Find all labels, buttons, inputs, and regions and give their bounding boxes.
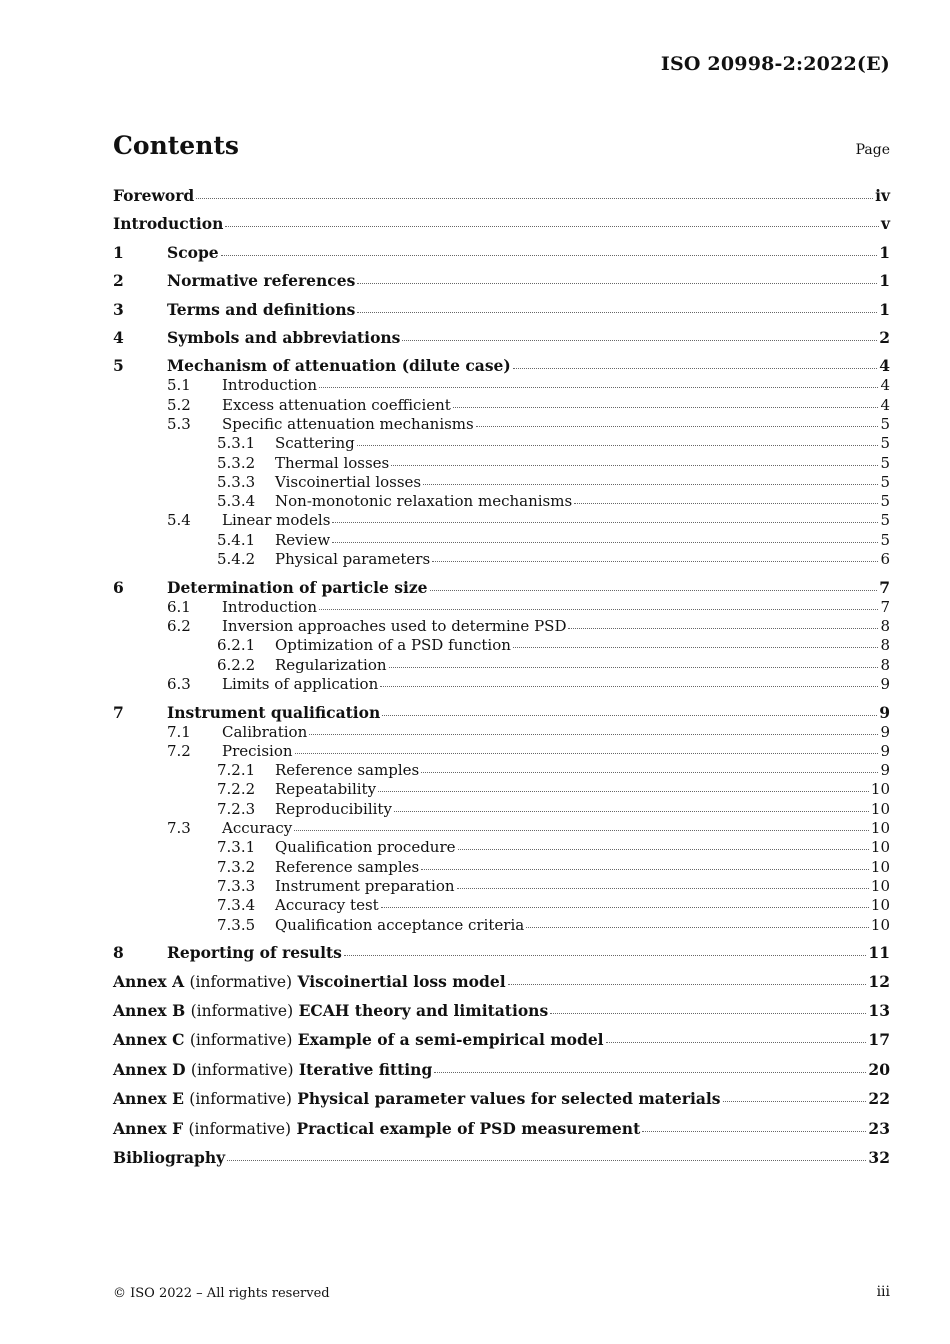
toc-entry-number: 7.3.5 xyxy=(217,915,256,934)
dot-leader xyxy=(319,608,878,610)
toc-entry-page: 8 xyxy=(880,617,890,635)
toc-entry[interactable] xyxy=(113,819,890,838)
toc-entry-number: 6.1 xyxy=(167,597,191,616)
toc-entry-page: 17 xyxy=(868,1030,890,1050)
toc-entry-number: 5.3 xyxy=(167,414,191,433)
toc-entry-page: 2 xyxy=(879,327,890,347)
toc-entry-page: 12 xyxy=(868,971,890,991)
toc-entry[interactable] xyxy=(113,780,890,799)
dot-leader xyxy=(357,444,879,446)
toc-entry[interactable] xyxy=(113,454,890,473)
toc-entry-page: 1 xyxy=(879,242,890,262)
toc-entry-number: 6 xyxy=(113,577,124,597)
toc-entry-title: Limits of application xyxy=(222,674,379,693)
toc-entry-page: v xyxy=(880,214,890,234)
dot-leader xyxy=(319,386,878,388)
annex-note: (informative) xyxy=(190,1060,294,1079)
toc-entry-number: 6.2.1 xyxy=(217,636,256,655)
dot-leader xyxy=(513,367,877,369)
toc-entry-number: 6.2.2 xyxy=(217,655,256,674)
toc-entry[interactable] xyxy=(113,327,890,348)
toc-entry[interactable] xyxy=(113,355,890,376)
dot-leader xyxy=(606,1041,867,1043)
toc-entry[interactable] xyxy=(113,877,890,896)
toc-entry[interactable] xyxy=(113,971,890,993)
toc-entry-number: 6.3 xyxy=(167,674,191,693)
dot-leader xyxy=(357,282,877,284)
annex-label: Annex C xyxy=(113,1030,185,1050)
dot-leader xyxy=(458,848,869,850)
toc-entry-title: Reporting of results xyxy=(167,943,342,963)
toc-entry-title: Accuracy xyxy=(222,819,293,838)
toc-entry-title: Precision xyxy=(222,741,293,760)
toc-entry-title: Viscoinertial losses xyxy=(275,472,422,491)
dot-leader xyxy=(389,666,879,668)
toc-entry-title: Reference samples xyxy=(275,857,420,876)
annex-title: Practical example of PSD measurement xyxy=(296,1118,641,1138)
dot-leader xyxy=(402,339,877,341)
toc-entry-title: Foreword xyxy=(113,186,195,205)
toc-entry-title: Terms and definitions xyxy=(167,299,356,319)
toc-entry[interactable] xyxy=(113,761,890,780)
toc-entry[interactable] xyxy=(113,1147,890,1168)
annex-label: Annex A xyxy=(113,971,185,991)
toc-entry[interactable] xyxy=(113,916,890,935)
toc-entry[interactable] xyxy=(113,242,890,263)
toc-entry-number: 5.3.3 xyxy=(217,472,256,491)
toc-entry[interactable] xyxy=(113,723,890,742)
dot-leader xyxy=(382,714,877,716)
toc-entry-page: 5 xyxy=(880,414,890,433)
dot-leader xyxy=(574,502,878,504)
dot-leader xyxy=(295,752,879,754)
toc-entry-page: 11 xyxy=(868,943,890,963)
dot-leader xyxy=(432,560,878,562)
toc-entry-title: Accuracy test xyxy=(275,896,379,915)
dot-leader xyxy=(357,311,877,313)
toc-entry-page: 9 xyxy=(880,741,890,760)
toc-entry-title: Physical parameters xyxy=(275,550,431,569)
toc-entry[interactable] xyxy=(113,550,890,569)
toc-entry-title: Introduction xyxy=(222,597,317,616)
toc-entry[interactable] xyxy=(113,1000,890,1022)
annex-note: (informative) xyxy=(188,1119,292,1138)
toc-entry[interactable] xyxy=(113,434,890,453)
dot-leader xyxy=(550,1012,866,1014)
toc-entry-page: 13 xyxy=(868,1001,890,1021)
annex-note: (informative) xyxy=(189,972,293,991)
toc-entry[interactable] xyxy=(113,299,890,320)
toc-entry-title: Qualification procedure xyxy=(275,838,456,857)
toc-entry-page: 7 xyxy=(879,577,890,597)
toc-entry-page: 10 xyxy=(870,915,890,934)
toc-entry-title xyxy=(113,1029,604,1051)
dot-leader xyxy=(294,829,869,831)
toc-entry-number: 2 xyxy=(113,271,124,291)
toc-entry-title: Introduction xyxy=(222,376,317,395)
toc-entry-title: Review xyxy=(275,530,331,549)
page-title: Contents xyxy=(113,131,240,160)
dot-leader xyxy=(332,521,878,523)
toc-entry[interactable] xyxy=(113,1059,890,1081)
toc-entry-title: Repeatability xyxy=(275,780,377,799)
toc-entry-title: Scattering xyxy=(275,434,355,453)
dot-leader xyxy=(394,810,869,812)
toc-entry-title: Excess attenuation coefficient xyxy=(222,395,451,414)
toc-entry[interactable] xyxy=(113,838,890,857)
toc-entry-title xyxy=(113,1088,721,1110)
toc-entry[interactable] xyxy=(113,577,890,598)
dot-leader xyxy=(344,954,867,956)
toc-entry-page: 20 xyxy=(868,1059,890,1079)
toc-entry-page: 1 xyxy=(879,271,890,291)
toc-entry-number: 7.2.3 xyxy=(217,799,256,818)
toc-entry[interactable] xyxy=(113,636,890,655)
dot-leader xyxy=(221,254,878,256)
dot-leader xyxy=(430,589,878,591)
toc-entry[interactable] xyxy=(113,511,890,530)
toc-entry-number: 7.2.2 xyxy=(217,780,256,799)
toc-entry-title: Normative references xyxy=(167,271,356,291)
annex-label: Annex F xyxy=(113,1118,184,1138)
toc-entry-title: Mechanism of attenuation (dilute case) xyxy=(167,356,511,376)
toc-entry[interactable] xyxy=(113,1118,890,1140)
toc-entry-title: Reproducibility xyxy=(275,799,392,818)
toc-entry-page: 5 xyxy=(880,434,890,453)
toc-entry-page: 9 xyxy=(879,702,890,722)
dot-leader xyxy=(421,771,878,773)
toc-entry-number: 7.3.2 xyxy=(217,857,256,876)
toc-entry[interactable] xyxy=(113,675,890,694)
toc-entry-title: Calibration xyxy=(222,722,308,741)
toc-entry-number: 7.3.1 xyxy=(217,838,256,857)
annex-title: Physical parameter values for selected materials xyxy=(297,1089,721,1109)
annex-title: ECAH theory and limitations xyxy=(298,1001,549,1021)
toc-entry-page: 4 xyxy=(880,395,890,414)
page-column-label: Page xyxy=(855,142,890,158)
toc-entry-number: 3 xyxy=(113,299,124,319)
toc-entry-number: 7.1 xyxy=(167,722,191,741)
toc-entry[interactable] xyxy=(113,702,890,723)
toc-entry[interactable] xyxy=(113,492,890,511)
toc-entry-page: 32 xyxy=(868,1147,890,1167)
toc-entry-title: Qualification acceptance criteria xyxy=(275,915,525,934)
toc-entry-title: Linear models xyxy=(222,511,331,530)
toc-entry-page: 9 xyxy=(880,674,890,693)
toc-entry-number: 6.2 xyxy=(167,617,191,635)
document-id: ISO 20998-2:2022(E) xyxy=(660,53,890,75)
toc-entry-title xyxy=(113,1000,548,1022)
toc-entry-title xyxy=(113,1118,640,1140)
dot-leader xyxy=(421,868,869,870)
toc-entry-number: 1 xyxy=(113,242,124,262)
dot-leader xyxy=(508,983,867,985)
toc-entry[interactable] xyxy=(113,656,890,675)
toc-entry-number: 7.3.3 xyxy=(217,876,256,895)
dot-leader xyxy=(457,887,869,889)
annex-note: (informative) xyxy=(190,1002,294,1021)
dot-leader xyxy=(391,464,878,466)
footer-copyright: © ISO 2022 – All rights reserved xyxy=(113,1286,330,1301)
dot-leader xyxy=(434,1071,866,1073)
toc-entry-page: 6 xyxy=(880,550,890,569)
toc-entry[interactable] xyxy=(113,896,890,915)
annex-note: (informative) xyxy=(189,1031,293,1050)
toc-entry-number: 5.4.1 xyxy=(217,530,256,549)
toc-entry[interactable] xyxy=(113,598,890,617)
toc-entry-title: Thermal losses xyxy=(275,453,390,472)
toc-entry-title: Determination of particle size xyxy=(167,577,428,597)
toc-entry-number: 7.2.1 xyxy=(217,761,256,780)
toc-entry[interactable] xyxy=(113,376,890,395)
toc-entry-page: 5 xyxy=(880,492,890,511)
toc-entry-page: 4 xyxy=(879,356,890,376)
dot-leader xyxy=(423,483,878,485)
annex-label: Annex B xyxy=(113,1001,186,1021)
toc-entry[interactable] xyxy=(113,942,890,963)
toc-entry-page: 5 xyxy=(880,453,890,472)
toc-entry-title: Optimization of a PSD function xyxy=(275,636,511,655)
dot-leader xyxy=(380,685,878,687)
toc-entry-title: Scope xyxy=(167,242,219,262)
toc-entry-number: 7.3 xyxy=(167,819,191,838)
toc-entry-page: 10 xyxy=(870,799,890,818)
toc-entry-number: 7.2 xyxy=(167,741,191,760)
annex-label: Annex E xyxy=(113,1089,184,1109)
annex-title: Iterative fitting xyxy=(298,1059,433,1079)
toc-entry-page: 22 xyxy=(868,1089,890,1109)
toc-entry[interactable] xyxy=(113,1088,890,1110)
toc-entry[interactable] xyxy=(113,270,890,291)
toc-entry-number: 5.3.1 xyxy=(217,434,256,453)
toc-entry[interactable] xyxy=(113,858,890,877)
toc-entry-number: 5.4.2 xyxy=(217,550,256,569)
toc-entry[interactable] xyxy=(113,473,890,492)
dot-leader xyxy=(309,733,878,735)
toc-entry-number: 5.3.2 xyxy=(217,453,256,472)
toc-entry-title: Specific attenuation mechanisms xyxy=(222,414,474,433)
dot-leader xyxy=(453,406,879,408)
toc-entry-page: 9 xyxy=(880,722,890,741)
toc-entry-page: 10 xyxy=(870,780,890,799)
toc-entry-page: 10 xyxy=(870,876,890,895)
dot-leader xyxy=(513,646,879,648)
toc-entry-title xyxy=(113,971,506,993)
toc-entry[interactable] xyxy=(113,185,890,206)
toc-entry[interactable] xyxy=(113,396,890,415)
toc-entry-title: Reference samples xyxy=(275,761,420,780)
toc-entry-page: 1 xyxy=(879,299,890,319)
annex-note: (informative) xyxy=(189,1090,292,1109)
toc-entry-page: 8 xyxy=(880,636,890,655)
toc-entry-title xyxy=(113,1059,432,1081)
toc-entry-page: iv xyxy=(875,186,890,205)
toc-entry[interactable] xyxy=(113,800,890,819)
toc-entry[interactable] xyxy=(113,742,890,761)
toc-entry-number: 7 xyxy=(113,702,124,722)
dot-leader xyxy=(378,790,869,792)
toc-entry-number: 5.3.4 xyxy=(217,492,256,511)
toc-entry-title: Non-monotonic relaxation mechanisms xyxy=(275,492,573,511)
dot-leader xyxy=(476,425,879,427)
toc-entry[interactable] xyxy=(113,1029,890,1051)
toc-entry[interactable] xyxy=(113,415,890,434)
toc-entry-page: 10 xyxy=(870,819,890,838)
toc-entry-page: 5 xyxy=(880,472,890,491)
toc-entry-page: 8 xyxy=(880,655,890,674)
toc-entry-number: 7.3.4 xyxy=(217,896,256,915)
toc-entry-page: 10 xyxy=(870,896,890,915)
toc-entry-number: 5 xyxy=(113,356,124,376)
toc-entry-title: Introduction xyxy=(113,214,224,234)
dot-leader xyxy=(723,1100,867,1102)
toc-entry-number: 4 xyxy=(113,327,124,347)
toc-entry-number: 5.4 xyxy=(167,511,191,530)
toc-entry-title: Instrument qualification xyxy=(167,702,381,722)
toc-entry[interactable] xyxy=(113,531,890,550)
footer-page-number: iii xyxy=(876,1284,890,1300)
toc-entry-page: 23 xyxy=(868,1118,890,1138)
toc-entry-page: 7 xyxy=(880,597,890,616)
dot-leader xyxy=(332,541,878,543)
annex-label: Annex D xyxy=(113,1059,186,1079)
toc-entry-number: 5.1 xyxy=(167,376,191,395)
toc-entry-title: Regularization xyxy=(275,655,387,674)
toc-entry-number: 5.2 xyxy=(167,395,191,414)
toc-entry-page: 10 xyxy=(870,838,890,857)
toc-entry-title: Inversion approaches used to determine PSD xyxy=(222,617,567,635)
toc-entry-page: 4 xyxy=(880,376,890,395)
dot-leader xyxy=(568,627,878,629)
annex-title: Viscoinertial loss model xyxy=(297,971,506,991)
toc-entry[interactable] xyxy=(113,213,890,234)
toc-entry[interactable] xyxy=(113,617,890,636)
annex-title: Example of a semi-empirical model xyxy=(297,1030,604,1050)
toc-entry-page: 5 xyxy=(880,511,890,530)
dot-leader xyxy=(225,225,879,227)
toc-entry-number: 8 xyxy=(113,943,124,963)
toc-entry-title: Bibliography xyxy=(113,1147,226,1167)
toc-entry-page: 9 xyxy=(880,761,890,780)
table-of-contents xyxy=(113,185,890,1168)
toc-entry-title: Instrument preparation xyxy=(275,876,455,895)
dot-leader xyxy=(381,906,869,908)
dot-leader xyxy=(526,926,869,928)
dot-leader xyxy=(642,1130,866,1132)
toc-entry-page: 5 xyxy=(880,530,890,549)
toc-entry-page: 10 xyxy=(870,857,890,876)
dot-leader xyxy=(196,197,873,199)
dot-leader xyxy=(227,1159,866,1161)
toc-entry-title: Symbols and abbreviations xyxy=(167,327,401,347)
